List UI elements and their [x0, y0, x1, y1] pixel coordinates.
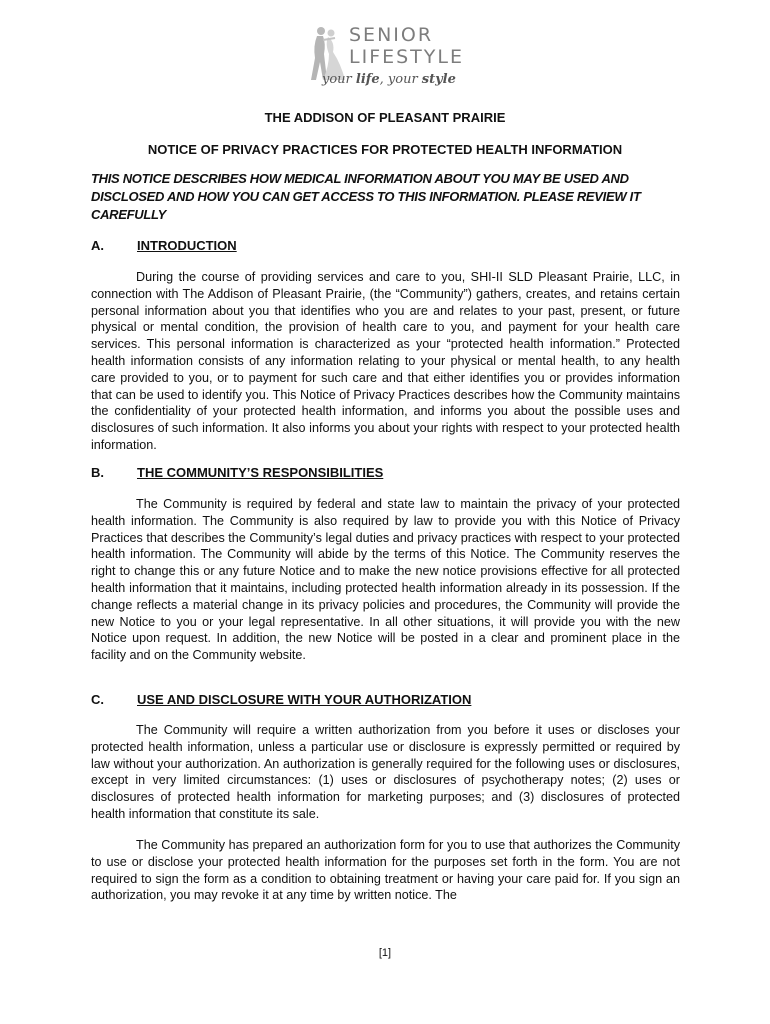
section-a-heading — [91, 238, 237, 253]
section-title: THE COMMUNITY’S RESPONSIBILITIES — [137, 465, 384, 480]
section-c-paragraph-1: The Community will require a written authorization from you before it uses or discloses your protected health information, unless a particular use or disclosure is expressly permitted or required by law without your authorization. An authorization is generally required for the following uses or disclosures, except in very limited circumstances: (1) uses or disclosures of psychotherapy notes; (2) uses or disclosures of protected health information for marketing purposes; and (3) disclosures of protected health information that constitute its sale. — [91, 723, 680, 821]
section-b-heading — [91, 465, 383, 480]
notice-statement: THIS NOTICE DESCRIBES HOW MEDICAL INFORMATION ABOUT YOU MAY BE USED AND DISCLOSED AND HOW YOU CAN GET ACCESS TO THIS INFORMATION. PLEASE REVIEW IT CAREFULLY — [91, 171, 641, 222]
section-c-heading — [91, 692, 471, 707]
senior-lifestyle-logo — [305, 22, 475, 92]
logo-wordmark-senior: SENIOR — [349, 24, 434, 46]
section-letter: A. — [91, 238, 104, 253]
document-subtitle: NOTICE OF PRIVACY PRACTICES FOR PROTECTED HEALTH INFORMATION — [147, 142, 623, 157]
section-c-paragraph-2: The Community has prepared an authorization form for you to use that authorizes the Community to use or disclose your protected health information for the purposes set forth in the form. You are not required to sign the form as a condition to obtaining treatment or having your care paid for. If you sign an authorization, you may revoke it at any time by written notice. The — [91, 838, 680, 903]
section-title: USE AND DISCLOSURE WITH YOUR AUTHORIZATION — [137, 692, 472, 707]
section-letter: B. — [91, 465, 104, 480]
page-number: [1] — [378, 947, 392, 959]
logo-tagline: your life, your style — [322, 72, 456, 87]
section-letter: C. — [91, 692, 104, 707]
section-b-paragraph: The Community is required by federal and state law to maintain the privacy of your protected health information. The Community is also required by law to provide you with this Notice of Privacy Practices that describes the Community’s legal duties and privacy practices with respect to your protected health information. The Community will abide by the terms of this Notice. The Community reserves the right to change this or any future Notice and to make the new notice provisions effective for all protected health information that it maintains, including protected health information already in its possession. If the change reflects a material change in its privacy policies and procedures, the Community will provide the new Notice to you or your legal representative. In all other situations, it will provide you with the new Notice upon request. In addition, the new Notice will be posted in a clear and prominent place in the facility and on the Community website. — [91, 497, 680, 663]
logo-wordmark-lifestyle: LIFESTYLE — [349, 46, 464, 68]
section-a-paragraph: During the course of providing services and care to you, SHI-II SLD Pleasant Prairie, LLC, in connection with The Addison of Pleasant Prairie, (the “Community”) gathers, creates, and retains certain personal information about you that identifies who you are and relates to your past, present, or future physical or mental condition, the provision of health care to you, and payment for your health care services. This personal information is characterized as your “protected health information.” Protected health information consists of any information relating to your physical or mental health, to any health care provided to you, or to payment for such care and that either identifies you or provides information that can be used to identify you. This Notice of Privacy Practices describes how the Community maintains the confidentiality of your protected health information, and informs you about the possible uses and disclosures of such information. It also informs you about your rights with respect to your protected health information. — [91, 270, 680, 452]
document-title: THE ADDISON OF PLEASANT PRAIRIE — [264, 110, 506, 125]
section-title: INTRODUCTION — [137, 238, 237, 253]
